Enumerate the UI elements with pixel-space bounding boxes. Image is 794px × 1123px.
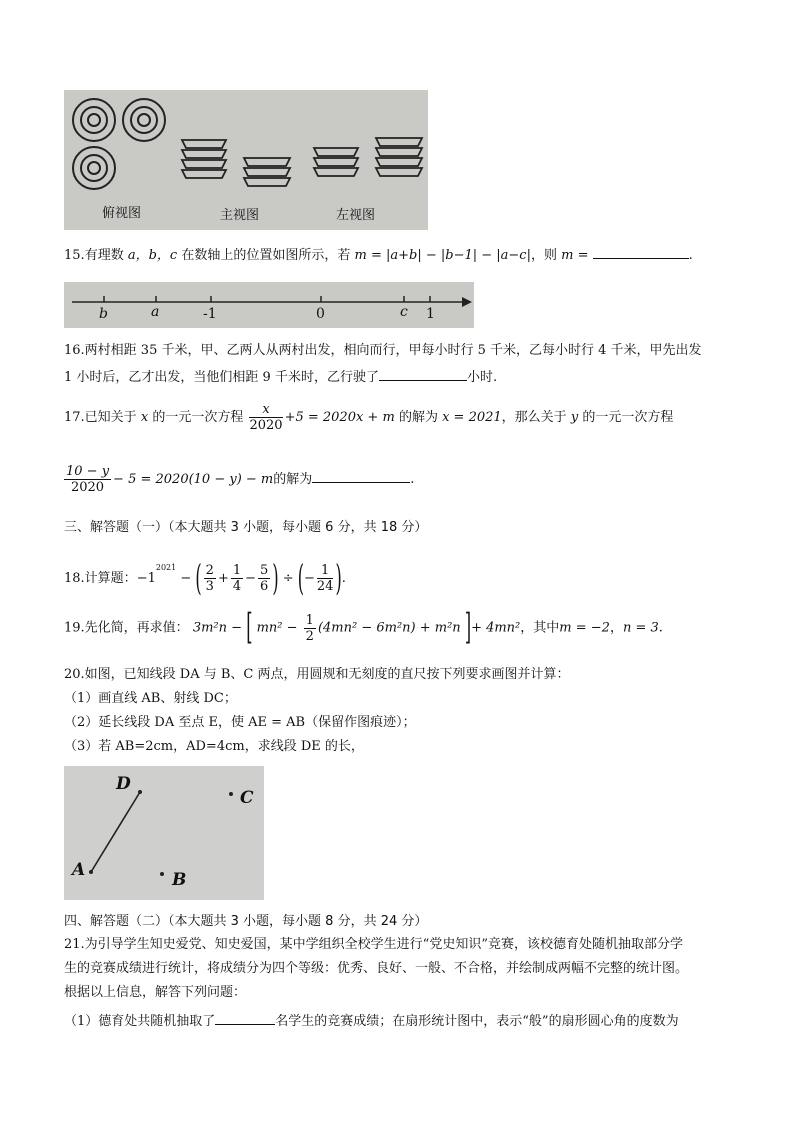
q18-rparen: )	[272, 556, 279, 599]
q19-cond: ，其中	[520, 620, 560, 636]
q18-frac-2	[231, 563, 243, 594]
q15-ask: m =	[561, 248, 589, 263]
question-20-part-1: （1）画直线 AB、射线 DC；	[64, 691, 237, 706]
q17-frac2-den: 2020	[70, 480, 105, 495]
q18-rparen-2: )	[335, 556, 342, 599]
q18-div: ÷	[282, 571, 294, 586]
q17-part6: 的解为	[273, 472, 313, 487]
q18-f4-num: 1	[317, 563, 334, 579]
q18-f4-den: 24	[316, 579, 334, 594]
q17-part2: 的一元一次方程	[152, 410, 244, 425]
q21-answer-blank[interactable]	[215, 1010, 275, 1025]
q17-frac2-num: 10 − y	[66, 464, 110, 479]
q18-f3-num: 5	[260, 563, 269, 578]
q19-n-val: n = 3	[622, 620, 659, 636]
question-18	[64, 546, 346, 601]
front-view-label: 主视图	[220, 208, 260, 223]
nl-label-neg1: -1	[203, 306, 217, 322]
q19-lbracket: [	[246, 606, 253, 648]
q18-lead: −1	[136, 571, 156, 586]
q17-fraction	[249, 402, 282, 433]
question-21-line-3: 根据以上信息，解答下列问题：	[64, 985, 247, 1000]
q19-rbracket: ]	[464, 606, 472, 648]
q17-part3: 的解为	[398, 410, 438, 425]
q15-vars: a，b，c	[127, 248, 178, 263]
q15-number: 15.	[64, 248, 85, 263]
q17-answer-blank[interactable]	[312, 468, 410, 483]
question-17-line-1	[64, 400, 673, 436]
point-c-label: C	[240, 788, 254, 808]
three-views-figure	[64, 90, 428, 230]
q17-eq2-rest: − 5 = 2020(10 − y) − m	[113, 472, 274, 487]
question-15	[64, 244, 693, 265]
q19-label: 19.先化简，再求值：	[64, 620, 189, 636]
q18-lparen: (	[195, 556, 202, 599]
q19-t1: 3m²n −	[192, 620, 243, 636]
question-20-part-2: （2）延长线段 DA 至点 E，使 AE = AB（保留作图痕迹）；	[64, 715, 416, 730]
q18-exp: 2021	[155, 563, 177, 572]
q19-half	[304, 613, 316, 644]
section-3-heading: 三、解答题（一）（本大题共 3 小题，每小题 6 分，共 18 分）	[64, 520, 428, 535]
q18-f2-den: 4	[232, 579, 242, 594]
q18-f1-num: 2	[205, 563, 214, 578]
question-21-line-2: 生的竞赛成绩进行统计，将成绩分为四个等级：优秀、良好、一般、不合格，并绘制成两幅不完整的统计图。	[64, 961, 689, 976]
q15-text-b: 在数轴上的位置如图所示，若	[181, 248, 351, 263]
q18-lparen-2: (	[297, 556, 304, 599]
q15-end: .	[688, 248, 693, 263]
nl-label-0: 0	[316, 306, 325, 322]
q18-frac-4	[317, 563, 334, 594]
question-17-line-2	[64, 462, 414, 498]
top-view-label: 俯视图	[102, 206, 142, 221]
point-d-label: D	[116, 774, 131, 794]
q18-end: .	[341, 571, 346, 586]
q18-frac-1	[204, 563, 216, 594]
q18-frac-3	[258, 563, 270, 594]
q17-solution: x = 2021	[442, 410, 502, 425]
point-b-label: B	[172, 870, 187, 890]
q17-frac-num: x	[249, 402, 282, 418]
question-21-line-1: 21.为引导学生知史爱党、知史爱国，某中学组织全校学生进行“党史知识”竞赛，该校德育处随机抽取部分学	[64, 937, 683, 952]
question-20-intro: 20.如图，已知线段 DA 与 B、C 两点，用圆规和无刻度的直尺按下列要求画图并计算：	[64, 667, 570, 682]
nl-label-c: c	[400, 304, 408, 320]
q18-minus: −	[180, 571, 192, 586]
q17-fraction-2	[64, 464, 111, 495]
number-line	[64, 282, 474, 328]
q18-f3-den: 6	[260, 579, 269, 594]
q19-t2: mn² −	[256, 620, 298, 636]
q16-answer-blank[interactable]	[379, 366, 467, 381]
q19-m-val: m = −2	[559, 620, 610, 636]
q19-t4: + 4mn²	[471, 620, 521, 636]
nl-label-a: a	[151, 304, 160, 320]
question-21-line-4	[64, 1010, 679, 1031]
q17-part4: ，那么关于	[501, 410, 567, 425]
q15-text-a: 有理数	[84, 248, 124, 263]
q15-expr: m = |a+b| − |b−1| − |a−c|	[354, 248, 531, 263]
nl-label-b: b	[99, 306, 108, 322]
q19-sep: ，	[609, 620, 623, 636]
q17-frac-den: 2020	[249, 418, 283, 433]
q16-line2a: 1 小时后，乙才出发，当他们相距 9 千米时，乙行驶了	[64, 370, 379, 385]
q18-plus: +	[217, 571, 229, 586]
question-16-line-1: 16.两村相距 35 千米，甲、乙两人从两村出发，相向而行，甲每小时行 5 千米，乙每小时行 4 千米，甲先出发	[64, 343, 702, 358]
section-4-heading: 四、解答题（二）（本大题共 3 小题，每小题 8 分，共 24 分）	[64, 914, 428, 929]
left-view-label: 左视图	[336, 208, 376, 223]
q19-end: .	[658, 620, 663, 636]
q18-f2-num: 1	[232, 563, 242, 578]
number-line-figure	[64, 282, 474, 328]
segment-drawing	[64, 766, 264, 900]
q17-part5: 的一元一次方程	[582, 410, 674, 425]
question-19	[64, 606, 663, 651]
q19-t3: (4mn² − 6m²n) + m²n	[317, 620, 461, 636]
q17-end: .	[410, 472, 415, 487]
question-20-part-3: （3）若 AB=2cm，AD=4cm，求线段 DE 的长，	[64, 739, 364, 754]
q18-neg: −	[304, 571, 315, 586]
segment-figure	[64, 766, 264, 900]
nl-label-1: 1	[426, 306, 435, 322]
q21-line4b: 名学生的竞赛成绩；在扇形统计图中，表示“般”的扇形圆心角的度数为	[275, 1014, 679, 1029]
q19-half-num: 1	[305, 612, 314, 628]
q15-text-c: ，则	[530, 248, 557, 263]
q19-half-den: 2	[305, 628, 314, 644]
q18-label: 18.计算题：	[64, 571, 137, 586]
point-a-label: A	[72, 860, 86, 880]
question-16-line-2	[64, 366, 497, 387]
q17-part1: 17.已知关于	[64, 410, 137, 425]
q18-minus-2: −	[245, 571, 257, 586]
q15-answer-blank[interactable]	[593, 244, 689, 259]
q21-line4a: （1）德育处共随机抽取了	[64, 1014, 216, 1029]
q17-var-x: x	[140, 410, 149, 425]
q16-line2b: 小时.	[466, 370, 498, 385]
q17-eq-rest: +5 = 2020x + m	[284, 410, 395, 425]
q17-var-y: y	[570, 410, 579, 425]
q18-f1-den: 3	[205, 579, 214, 594]
